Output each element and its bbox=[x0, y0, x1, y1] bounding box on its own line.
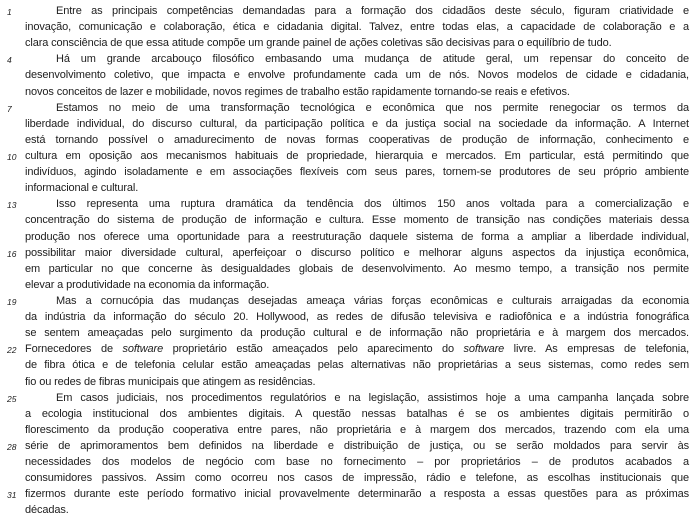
text-line-content: inovação, comunicação e colaboração, ética e cidadania digital. Talvez, entre todas elas, a capacidade de colaboração e a bbox=[25, 21, 689, 34]
line-number: 28 bbox=[7, 441, 17, 452]
text-line bbox=[0, 67, 697, 83]
text-line-content: concentração do sistema de produção de informação e cultura. Esse momento de transição nas condições materiais dessa bbox=[25, 214, 689, 227]
text-line-content: novos conceitos de lazer e mobilidade, novos regimes de trabalho estão rapidamente tornando-se reais e efetivos. bbox=[25, 85, 570, 98]
text-line bbox=[0, 438, 697, 454]
text-line bbox=[0, 148, 697, 164]
text-line-content: fizermos durante este período formativo inicial provavelmente determinarão a resposta a essas questões para as próximas bbox=[25, 488, 689, 501]
text-line-content: florescimento da produção cooperativa entre pares, não proprietária e à margem dos mercados, trazendo com ela uma bbox=[25, 423, 689, 436]
text-line bbox=[0, 422, 697, 438]
text-line-content: fio ou redes de fibras municipais que atingem as residências. bbox=[25, 375, 316, 388]
text-line-content: Estamos no meio de uma transformação tecnológica e econômica que nos permite renegociar os termos da bbox=[56, 101, 689, 114]
text-line-content: Em casos judiciais, nos procedimentos regulatórios e na legislação, assistimos hoje a uma campanha lançada sobre bbox=[56, 391, 689, 404]
text-line-content: Fornecedores de software proprietário estão ameaçados pelo aparecimento do software livre. As empresas de telefonia, bbox=[25, 343, 690, 356]
text-line-content: se sentem ameaçadas pelo surgimento da produção cultural e de informação não proprietária e à margem dos mercados. bbox=[25, 327, 689, 340]
text-line bbox=[0, 116, 697, 132]
text-line-content: produção nos oferece uma oportunidade para a reestruturação daquele sistema de forma a ampliar a liberdade individual, bbox=[25, 230, 689, 243]
text-line bbox=[0, 84, 697, 100]
line-number: 31 bbox=[7, 490, 17, 501]
line-number: 25 bbox=[7, 393, 17, 404]
line-number: 10 bbox=[7, 151, 17, 162]
text-line bbox=[0, 325, 697, 341]
text-line bbox=[0, 35, 697, 51]
text-line bbox=[0, 229, 697, 245]
text-line-content: necessidades dos modelos de negócio com base no fornecimento – por proprietários – de produtos acabados a bbox=[25, 456, 689, 469]
document-body bbox=[0, 3, 697, 519]
text-line bbox=[0, 277, 697, 293]
line-number: 7 bbox=[7, 103, 12, 114]
text-line-content: Há um grande arcabouço filosófico embasando uma mudança de atitude geral, um repensar do conceito de bbox=[56, 53, 689, 66]
text-line-content: de fibra ótica e de telefonia celular estão ameaçadas pelas alternativas não proprietárias a seus sistemas, como redes sem bbox=[25, 359, 689, 372]
text-line-content: em particular no que concerne às desigualdades globais de desenvolvimento. Ao mesmo tempo, a transição nos permite bbox=[25, 262, 689, 275]
text-line-content: Entre as principais competências demandadas para a formação dos cidadãos deste século, figuram criatividade e bbox=[56, 5, 689, 17]
text-line-content: indivíduos, agindo isoladamente e em associações flexíveis com seus pares, tornem-se produtores de seu próprio ambiente bbox=[25, 166, 689, 179]
text-line-content: consumidores passivos. Assim como ocorreu nos casos de impressão, rádio e telefone, as escolhas institucionais que bbox=[25, 472, 689, 485]
text-line bbox=[0, 100, 697, 116]
text-line bbox=[0, 454, 697, 470]
text-line bbox=[0, 261, 697, 277]
text-line-content: informacional e cultural. bbox=[25, 182, 139, 195]
text-line bbox=[0, 245, 697, 261]
text-line bbox=[0, 164, 697, 180]
text-line-content: Mas a cornucópia das mudanças desejadas ameaça várias forças econômicas e culturais arraigadas da economia bbox=[56, 294, 689, 307]
text-line-content: liberdade individual, do discurso cultural, da participação política e da justiça social na sociedade da informação. A Internet bbox=[25, 117, 689, 130]
line-number: 13 bbox=[7, 200, 17, 211]
text-line bbox=[0, 357, 697, 373]
line-number: 1 bbox=[7, 7, 12, 17]
line-number: 19 bbox=[7, 296, 17, 307]
line-number: 4 bbox=[7, 55, 12, 66]
text-line bbox=[0, 309, 697, 325]
text-line bbox=[0, 293, 697, 309]
text-line bbox=[0, 212, 697, 228]
text-line bbox=[0, 180, 697, 196]
italic-term: software bbox=[122, 343, 164, 356]
line-number: 16 bbox=[7, 248, 17, 259]
text-line-content: série de aprimoramentos bem definidos na liberdade e distribuição de justiça, ou se serão moldados para servir às bbox=[25, 439, 689, 452]
text-line-content: da indústria da informação do século 20. Hollywood, as redes de difusão televisiva e radiofônica e a indústria fonográfica bbox=[25, 311, 689, 324]
text-line bbox=[0, 132, 697, 148]
text-line bbox=[0, 406, 697, 422]
text-line-content: desenvolvimento coletivo, que impacta e envolve profundamente cada um de nós. Novos modelos de cidade e cidadania, bbox=[25, 69, 689, 82]
text-line-content: décadas. bbox=[25, 504, 69, 517]
italic-term: software bbox=[463, 343, 505, 356]
text-line bbox=[0, 502, 697, 518]
text-line bbox=[0, 51, 697, 67]
text-line-content: possibilitar maior diversidade cultural, aperfeiçoar o discurso político e melhorar alguns aspectos da injustiça econômica, bbox=[25, 246, 689, 259]
text-line bbox=[0, 374, 697, 390]
text-line bbox=[0, 196, 697, 212]
text-line bbox=[0, 3, 697, 19]
text-line bbox=[0, 470, 697, 486]
text-line-content: Isso representa uma ruptura dramática da tendência dos últimos 150 anos voltada para a comercialização e bbox=[56, 198, 689, 211]
text-line-content: elevar a produtividade na economia da informação. bbox=[25, 278, 270, 291]
text-line bbox=[0, 19, 697, 35]
text-line bbox=[0, 341, 697, 357]
text-line-content: está tornando possível o amadurecimento de novas formas cooperativas de produção de informação, conhecimento e bbox=[25, 133, 689, 146]
text-line bbox=[0, 390, 697, 406]
text-line-content: a ecologia institucional dos ambientes digitais. A questão nessas batalhas é se os ambientes digitais permitirão o bbox=[25, 407, 689, 420]
text-line-content: cultura em oposição aos mecanismos habituais de propriedade, hierarquia e mercados. Em particular, está permitindo que bbox=[25, 149, 689, 162]
text-line bbox=[0, 486, 697, 502]
text-line-content: clara consciência de que essa atitude compõe um grande painel de ações coletivas são decisivas para o equilíbrio de tudo. bbox=[25, 37, 612, 50]
line-number: 22 bbox=[7, 345, 17, 356]
